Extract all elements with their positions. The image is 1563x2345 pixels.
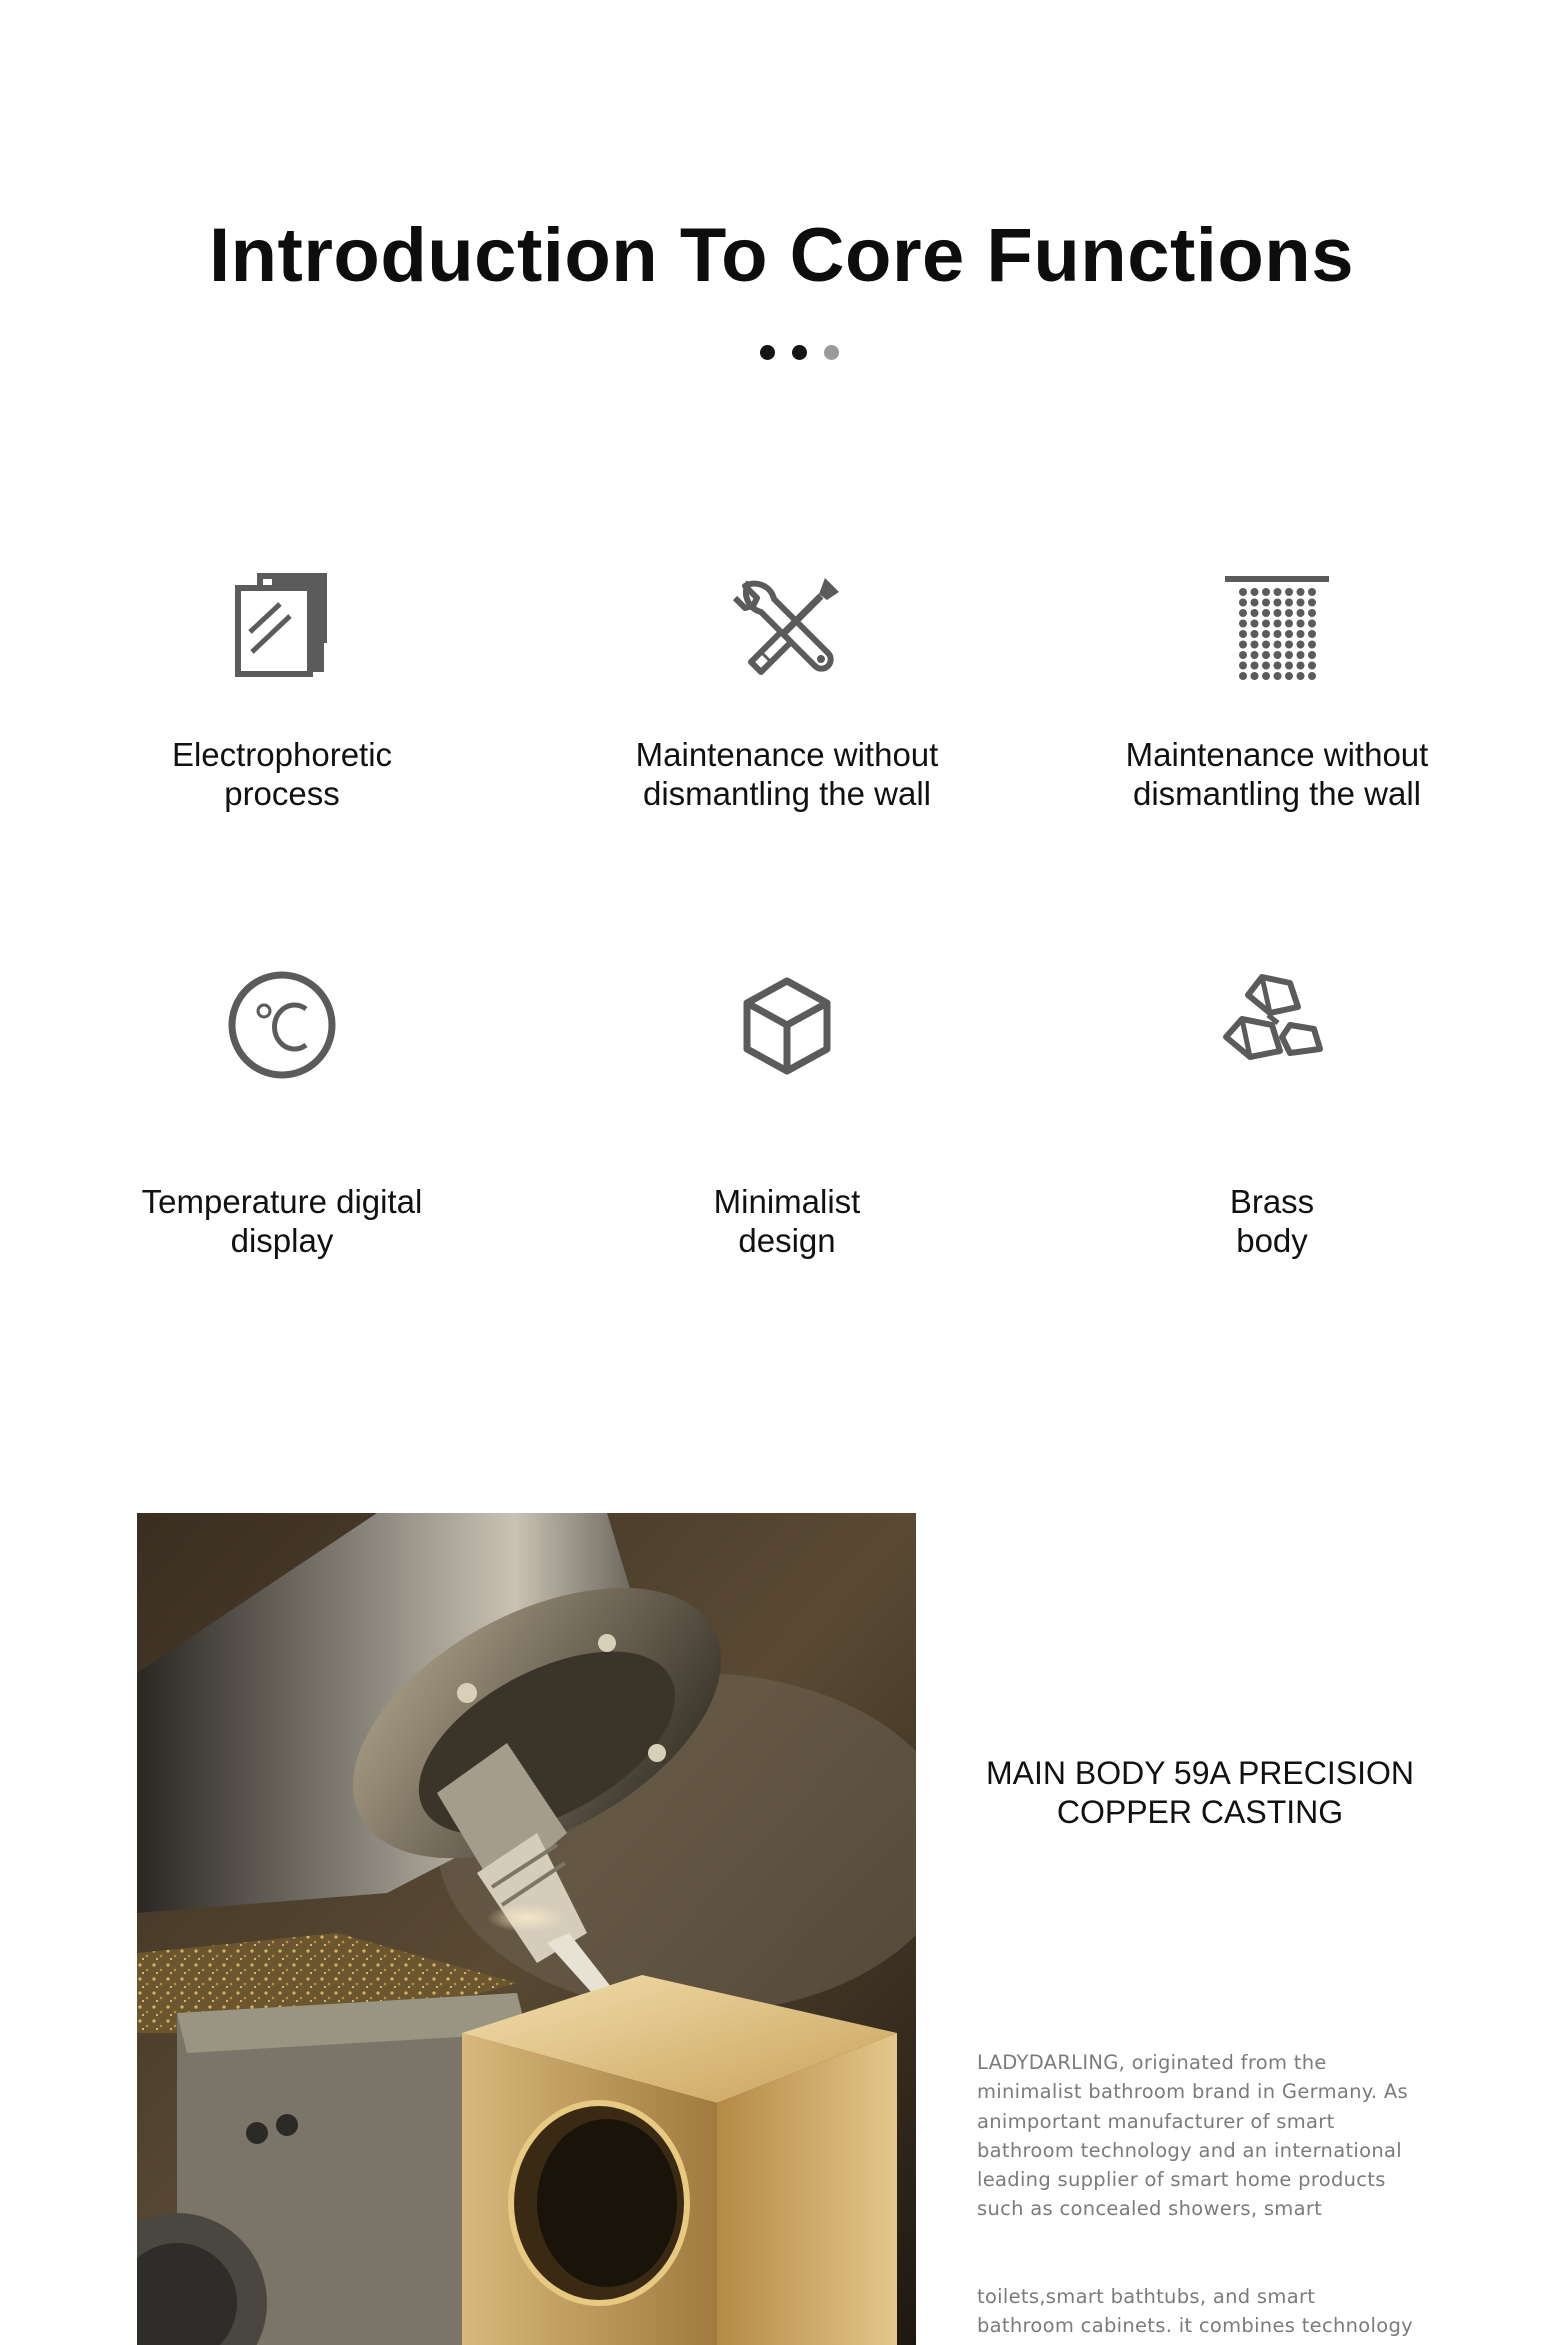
shower-nozzle-dot <box>1285 662 1293 670</box>
shower-nozzle-dot <box>1297 620 1305 628</box>
shower-head-icon <box>1217 570 1337 690</box>
shower-nozzle-dot <box>1274 672 1282 680</box>
shower-nozzle-dot <box>1308 641 1316 649</box>
shower-nozzle-dot <box>1308 599 1316 607</box>
shower-nozzle-dot <box>1251 620 1259 628</box>
feature-label-line2: dismantling the wall <box>1133 775 1421 812</box>
feature-maintenance-1 <box>587 570 987 812</box>
shower-nozzle-dot <box>1285 630 1293 638</box>
shower-nozzle-dot <box>1274 641 1282 649</box>
shower-nozzle-dot <box>1308 662 1316 670</box>
feature-electrophoretic <box>82 570 482 812</box>
shower-nozzle-dot <box>1308 672 1316 680</box>
paragraph-line: bathroom cabinets. it combines technology <box>977 2314 1413 2338</box>
feature-label-line1: Electrophoretic <box>171 736 393 773</box>
section-heading-line1: MAIN BODY 59A PRECISION <box>986 1755 1414 1791</box>
section-heading <box>960 1754 1440 1832</box>
shower-nozzle-dot <box>1308 588 1316 596</box>
shower-nozzle-dot <box>1274 588 1282 596</box>
shower-nozzle-dot <box>1239 588 1247 596</box>
shower-nozzle-dot <box>1251 662 1259 670</box>
shower-nozzle-dot <box>1308 620 1316 628</box>
shower-nozzle-dot <box>1308 651 1316 659</box>
shower-nozzle-dot <box>1274 599 1282 607</box>
feature-maintenance-2 <box>1077 570 1477 812</box>
shower-nozzle-dot <box>1239 641 1247 649</box>
shower-nozzle-dot <box>1297 609 1305 617</box>
brand-paragraph-2 <box>977 2282 1437 2341</box>
feature-minimalist <box>587 965 987 1259</box>
feature-brass-body <box>1072 965 1472 1259</box>
pager-dot-2[interactable] <box>792 345 807 360</box>
shower-nozzle-dot <box>1251 609 1259 617</box>
feature-label-line2: design <box>738 1222 836 1259</box>
paragraph-line: LADYDARLING, originated from the <box>977 2051 1327 2074</box>
paragraph-line: bathroom technology and an international <box>977 2138 1402 2162</box>
paragraph-line: minimalist bathroom brand in Germany. As <box>977 2080 1408 2104</box>
shower-nozzle-dot <box>1285 609 1293 617</box>
brass-bars-icon <box>1212 965 1332 1085</box>
shower-nozzle-dot <box>1262 641 1270 649</box>
shower-nozzle-dot <box>1239 672 1247 680</box>
paragraph-line: leading supplier of smart home products <box>977 2168 1386 2192</box>
feature-label-line1: Maintenance without <box>1125 736 1429 773</box>
shower-nozzle-dot <box>1285 599 1293 607</box>
brand-paragraph-1 <box>977 2048 1437 2224</box>
shower-nozzle-dot <box>1297 662 1305 670</box>
feature-temperature <box>82 965 482 1259</box>
page-title: Introduction To Core Functions <box>208 212 1355 298</box>
glass-panels-icon <box>222 570 342 690</box>
pager-dot-1[interactable] <box>760 345 775 360</box>
cube-icon <box>727 965 847 1085</box>
shower-nozzle-dot <box>1285 620 1293 628</box>
feature-label-line2: process <box>224 775 340 812</box>
shower-nozzle-dot <box>1285 672 1293 680</box>
shower-nozzle-dot <box>1251 599 1259 607</box>
feature-label-line2: display <box>230 1222 334 1259</box>
shower-nozzle-dot <box>1251 651 1259 659</box>
pager-dot-3[interactable] <box>824 345 839 360</box>
celsius-thermometer-icon <box>222 965 342 1085</box>
shower-nozzle-dot <box>1251 672 1259 680</box>
section-heading-line2: COPPER CASTING <box>1056 1794 1344 1830</box>
feature-label-line1: Minimalist <box>713 1183 861 1220</box>
shower-nozzle-dot <box>1297 672 1305 680</box>
shower-nozzle-dot <box>1262 651 1270 659</box>
shower-nozzle-dot <box>1297 588 1305 596</box>
wrench-screwdriver-icon <box>727 570 847 690</box>
shower-nozzle-dot <box>1308 609 1316 617</box>
cnc-machining-illustration <box>137 1513 916 2345</box>
carousel-pager[interactable] <box>760 345 839 360</box>
paragraph-line: toilets,smart bathtubs, and smart <box>977 2285 1316 2308</box>
feature-label-line2: dismantling the wall <box>643 775 931 812</box>
shower-nozzle-dot <box>1239 630 1247 638</box>
shower-nozzle-dot <box>1262 599 1270 607</box>
feature-label-line1: Brass <box>1229 1183 1315 1220</box>
feature-label-line1: Temperature digital <box>141 1183 423 1220</box>
cnc-machining-photo <box>137 1513 916 2345</box>
shower-nozzle-dot <box>1239 609 1247 617</box>
shower-nozzle-dot <box>1262 672 1270 680</box>
feature-label-line2: body <box>1236 1222 1308 1259</box>
shower-nozzle-dot <box>1262 630 1270 638</box>
feature-label-line1: Maintenance without <box>635 736 939 773</box>
shower-nozzle-dot <box>1297 641 1305 649</box>
shower-nozzle-dot <box>1297 599 1305 607</box>
shower-nozzle-dot <box>1262 609 1270 617</box>
shower-nozzle-dot <box>1262 620 1270 628</box>
shower-nozzle-dot <box>1285 641 1293 649</box>
shower-nozzle-dot <box>1262 588 1270 596</box>
shower-nozzle-dot <box>1285 651 1293 659</box>
shower-nozzle-dot <box>1274 620 1282 628</box>
shower-nozzle-dot <box>1274 630 1282 638</box>
paragraph-line: animportant manufacturer of smart <box>977 2109 1335 2133</box>
shower-nozzle-dot <box>1239 662 1247 670</box>
shower-nozzle-dot <box>1274 662 1282 670</box>
shower-nozzle-dot <box>1239 620 1247 628</box>
shower-nozzle-dot <box>1251 630 1259 638</box>
shower-nozzle-dot <box>1251 641 1259 649</box>
shower-nozzle-dot <box>1239 651 1247 659</box>
shower-nozzle-dot <box>1274 651 1282 659</box>
shower-nozzle-dot <box>1262 662 1270 670</box>
shower-nozzle-dot <box>1239 599 1247 607</box>
shower-nozzle-dot <box>1297 630 1305 638</box>
shower-nozzle-dot <box>1251 588 1259 596</box>
paragraph-line: such as concealed showers, smart <box>977 2197 1323 2221</box>
shower-nozzle-dot <box>1285 588 1293 596</box>
shower-nozzle-dot <box>1297 651 1305 659</box>
shower-nozzle-dot <box>1308 630 1316 638</box>
shower-nozzle-dot <box>1274 609 1282 617</box>
